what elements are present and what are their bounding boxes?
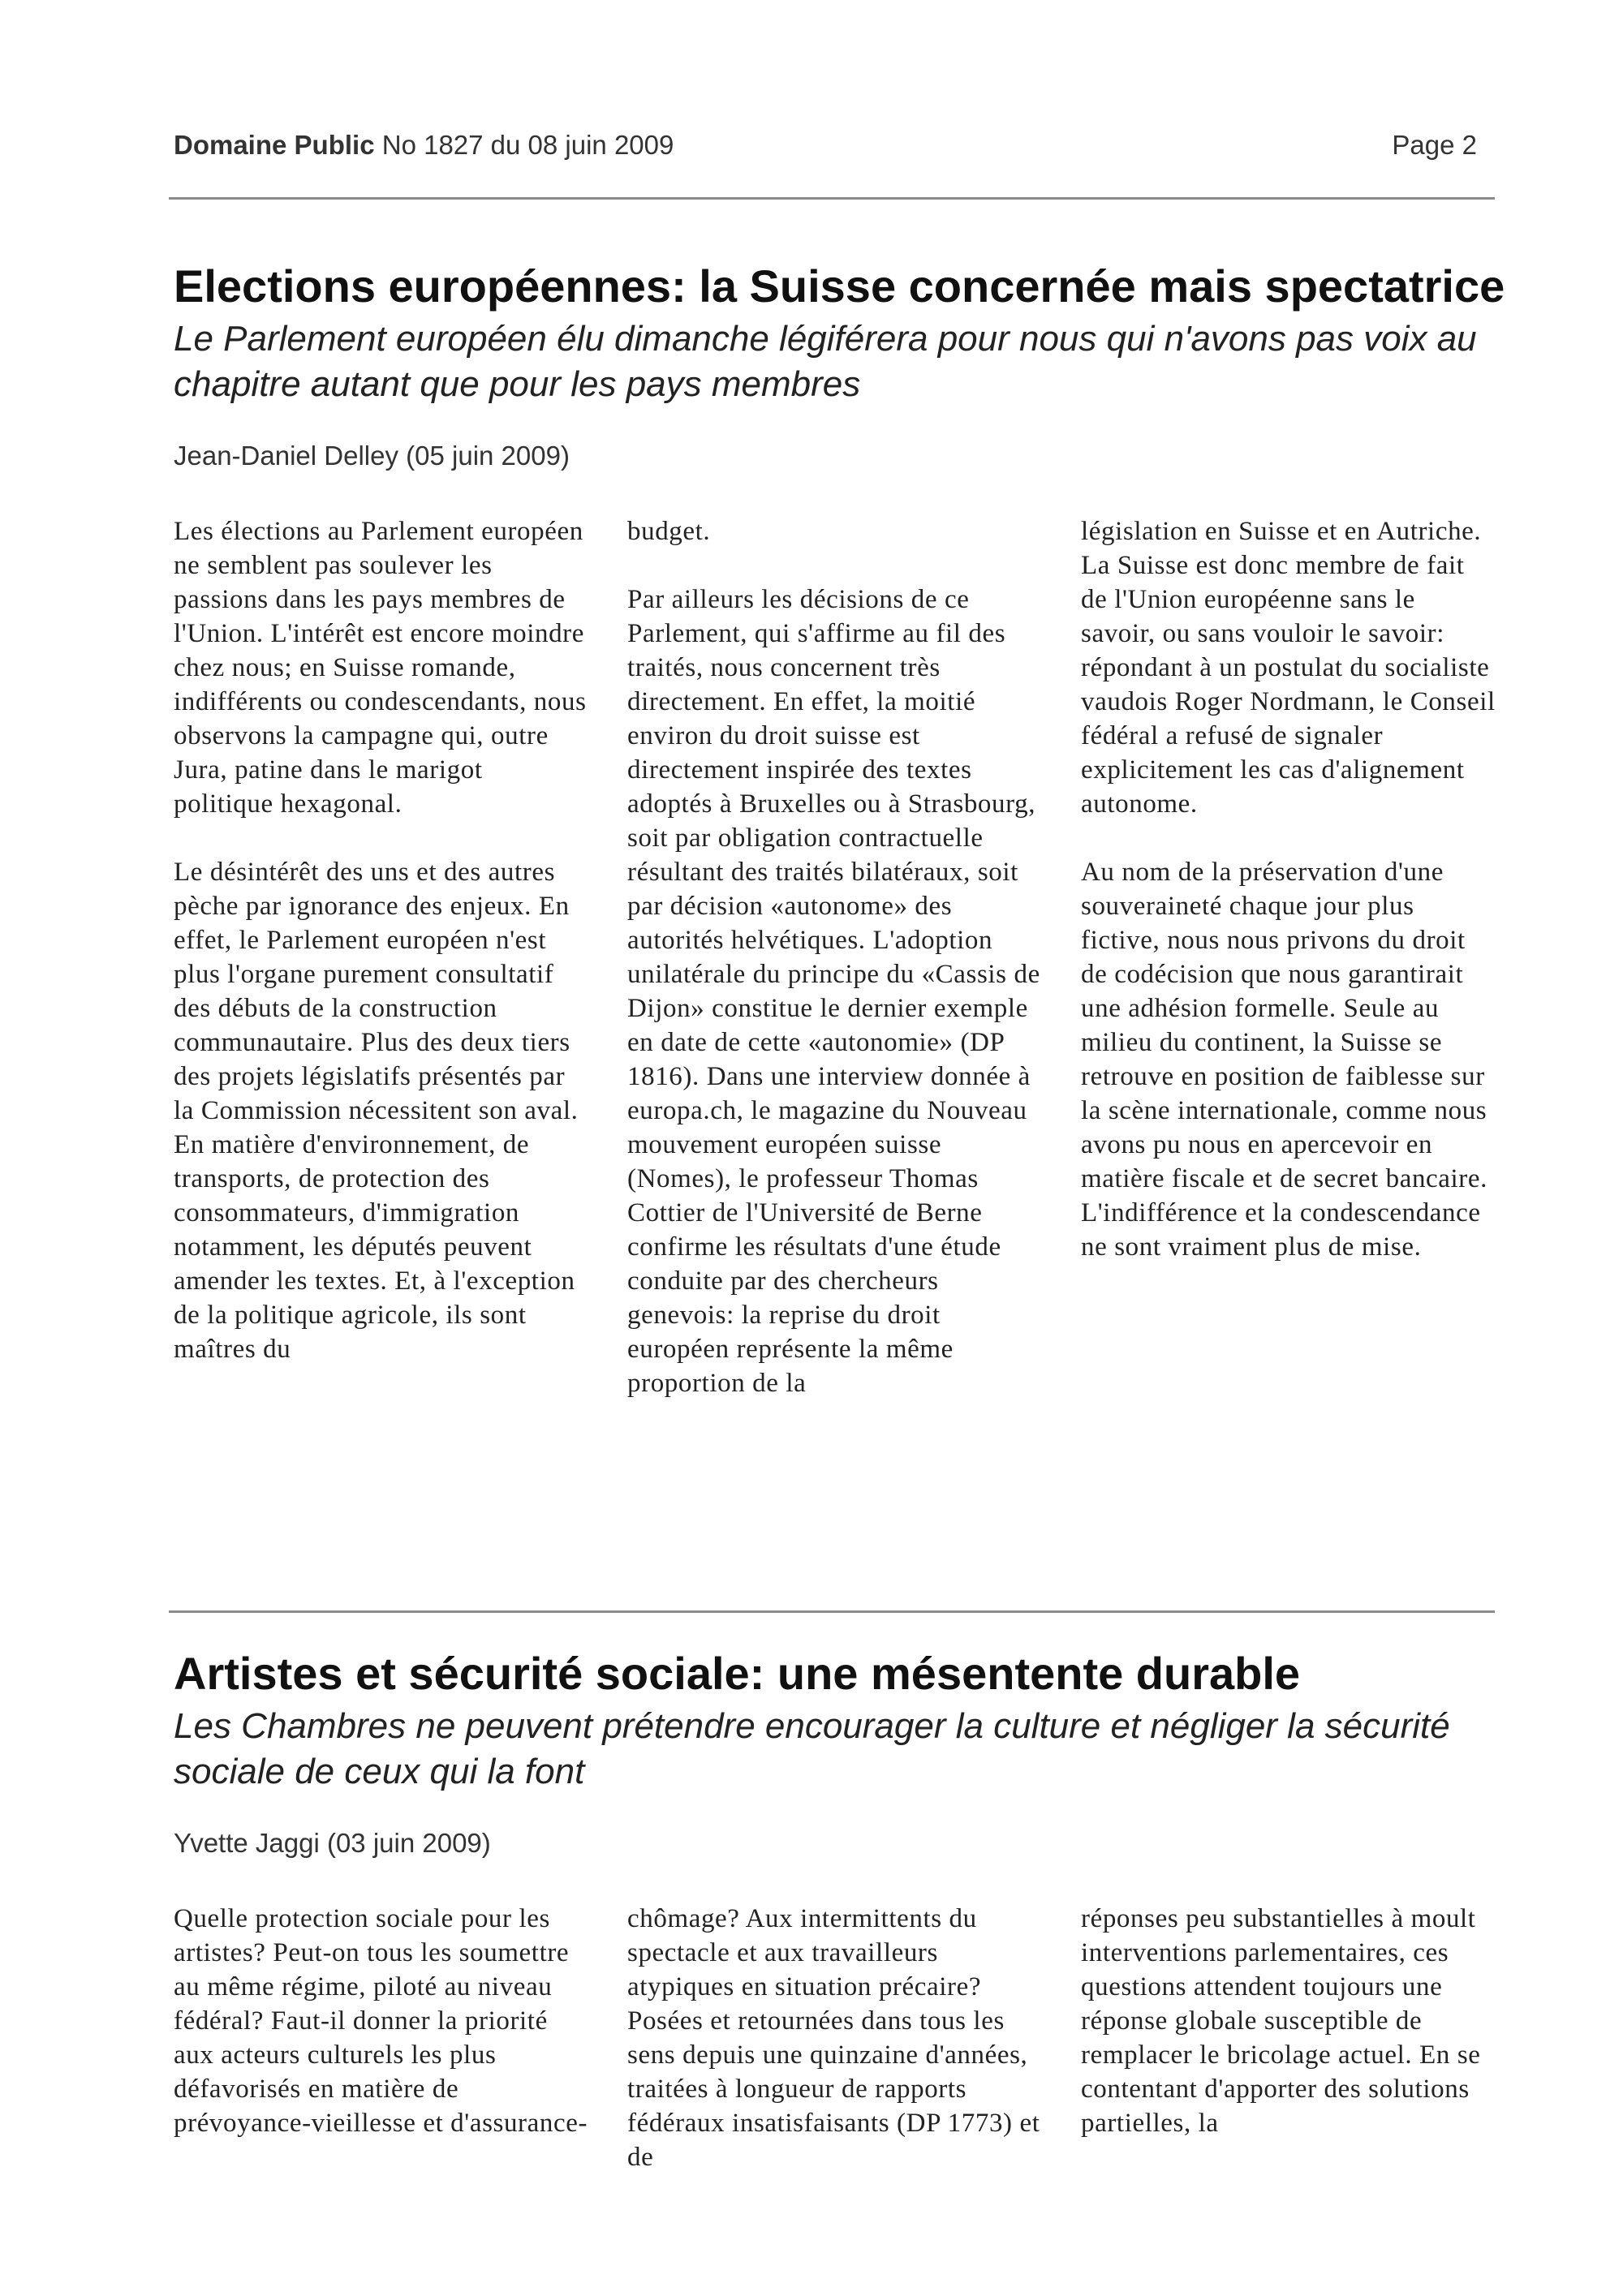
paragraph: chômage? Aux intermittents du spectacle et aux travailleurs atypiques en situation précaire? Posées et retournées dans tous les sens depuis une quinzaine d'années, traitées à longueur de rapports fédéraux insatisfaisants (DP 1773) et de: [627, 1904, 1040, 2172]
text-column-3: [1081, 1902, 1496, 2174]
article-artistes: [174, 1647, 1496, 2174]
text-column-3: [1081, 514, 1496, 1400]
paragraph: Par ailleurs les décisions de ce Parlement, qui s'affirme au fil des traités, nous concernent très directement. En effet, la moitié environ du droit suisse est directement inspirée des textes adoptés à Bruxelles ou à Strasbourg, soit par obligation contractuelle résultant des traités bilatéraux, soit par décision «autonome» des autorités helvétiques. L'adoption unilatérale du principe du «Cassis de Dijon» constitue le dernier exemple en date de cette «autonomie» (DP 1816). Dans une interview donnée à europa.ch, le magazine du Nouveau mouvement européen suisse (Nomes), le professeur Thomas Cottier de l'Université de Berne confirme les résultats d'une étude conduite par des chercheurs genevois: la reprise du droit européen représente la même proportion de la: [627, 585, 1040, 1398]
article-subtitle: Les Chambres ne peuvent prétendre encourager la culture et négliger la sécurité sociale de ceux qui la font: [174, 1706, 1450, 1791]
page-header: [174, 130, 1492, 170]
text-column-2: [627, 1902, 1043, 2174]
issue-info: No 1827 du 08 juin 2009: [381, 130, 674, 160]
text-column-2: [627, 514, 1043, 1400]
article-title: Elections européennes: la Suisse concernée mais spectatrice: [174, 260, 1505, 312]
paragraph: réponses peu substantielles à moult interventions parlementaires, ces questions attendent toujours une réponse globale susceptible de remplacer le bricolage actuel. En se contentant d'apporter des solutions partielles, la: [1081, 1904, 1481, 2138]
article-divider: [169, 1610, 1495, 1613]
header-divider: [169, 197, 1495, 200]
page-number: Page 2: [1392, 130, 1477, 160]
paragraph: législation en Suisse et en Autriche. La Suisse est donc membre de fait de l'Union européenne sans le savoir, ou sans vouloir le savoir: répondant à un postulat du socialiste vaudois Roger Nordmann, le Conseil fédéral a refusé de signaler explicitement les cas d'alignement autonome.: [1081, 517, 1496, 819]
paragraph: Le désintérêt des uns et des autres pèche par ignorance des enjeux. En effet, le Parlement européen n'est plus l'organe purement consultatif des débuts de la construction communautaire. Plus des deux tiers des projets législatifs présentés par la Commission nécessitent son aval. En matière d'environnement, de transports, de protection des consommateurs, d'immigration notamment, les députés peuvent amender les textes. Et, à l'exception de la politique agricole, ils sont maîtres du: [174, 858, 579, 1364]
article-byline: Jean-Daniel Delley (05 juin 2009): [174, 441, 570, 471]
article-elections: [174, 260, 1505, 1400]
article-subtitle: Le Parlement européen élu dimanche légiférera pour nous qui n'avons pas voix au chapitre autant que pour les pays membres: [174, 319, 1477, 404]
paragraph: Quelle protection sociale pour les artistes? Peut-on tous les soumettre au même régime, piloté au niveau fédéral? Faut-il donner la priorité aux acteurs culturels les plus défavorisés en matière de prévoyance-vieillesse et d'assurance-: [174, 1904, 588, 2138]
article-byline: Yvette Jaggi (03 juin 2009): [174, 1828, 491, 1858]
paragraph: Les élections au Parlement européen ne semblent pas soulever les passions dans les pays membres de l'Union. L'intérêt est encore moindre chez nous; en Suisse romande, indifférents ou condescendants, nous observons la campagne qui, outre Jura, patine dans le marigot politique hexagonal.: [174, 517, 587, 819]
text-column-1: [174, 514, 589, 1400]
article-title: Artistes et sécurité sociale: une mésentente durable: [174, 1648, 1301, 1699]
paragraph: Au nom de la préservation d'une souveraineté chaque jour plus fictive, nous nous privons du droit de codécision que nous garantirait une adhésion formelle. Seule au milieu du continent, la Suisse se retrouve en position de faiblesse sur la scène internationale, comme nous avons pu nous en apercevoir en matière fiscale et de secret bancaire. L'indifférence et la condescendance ne sont vraiment plus de mise.: [1081, 858, 1487, 1262]
publication-name: Domaine Public: [174, 130, 375, 160]
text-column-1: [174, 1902, 589, 2174]
article-body: [174, 514, 1496, 1400]
article-body: [174, 1902, 1496, 2174]
paragraph: budget.: [627, 517, 711, 546]
